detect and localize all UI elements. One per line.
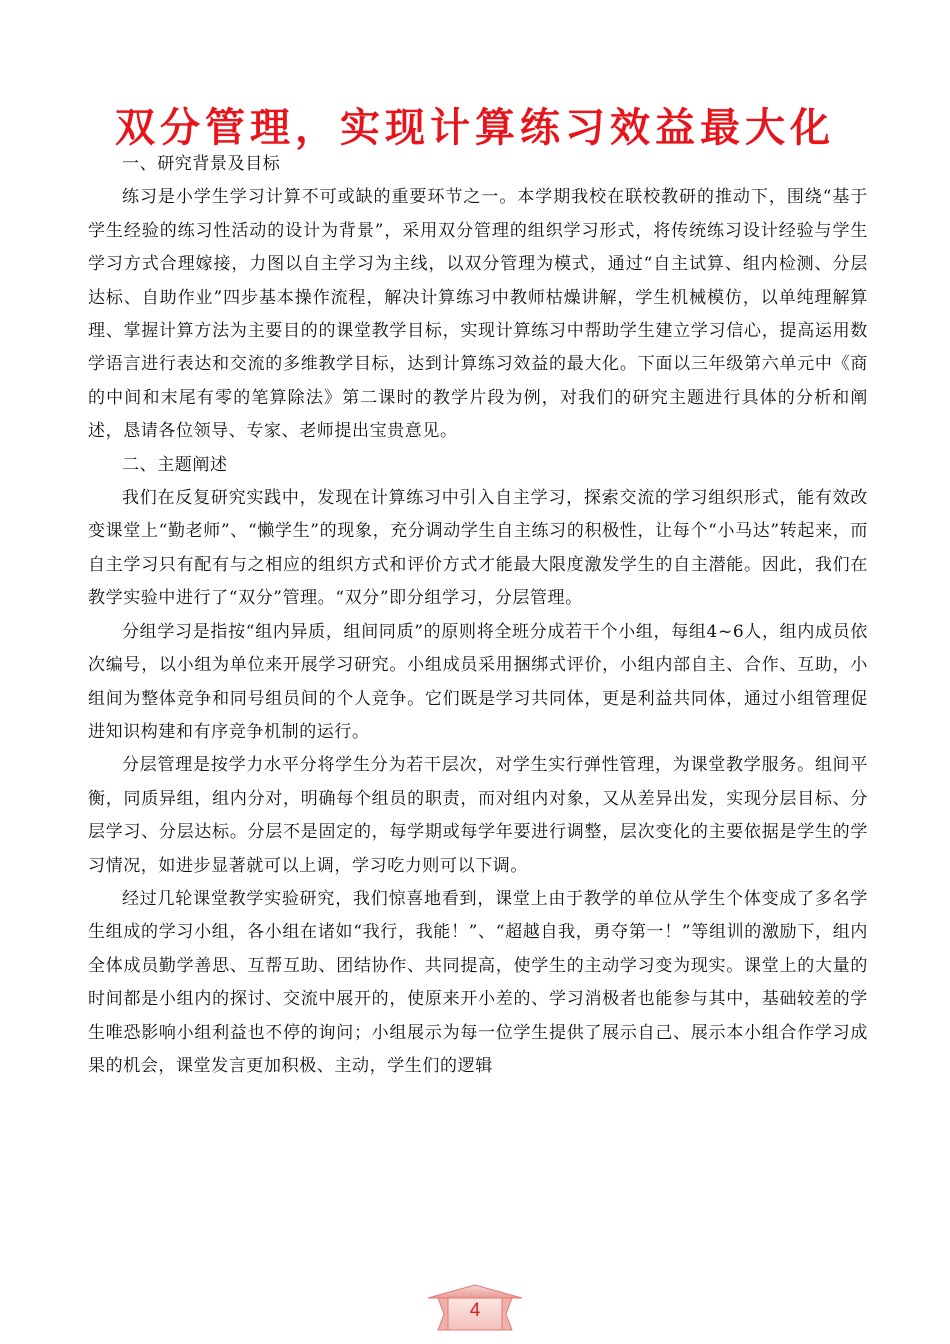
page-number-badge	[420, 1284, 530, 1332]
section-heading-theme: 二、主题阐述	[122, 454, 228, 475]
paragraph-theme-intro: 我们在反复研究实践中，发现在计算练习中引入自主学习，探索交流的学习组织形式，能有效改变课堂上“勤老师”、“懒学生”的现象，充分调动学生自主练习的积极性，让每个“小马达”转起来，而自主学习只有配有与之相应的组织方式和评价方式才能最大限度激发学生的自主潜能。因此，我们在教学实验中进行了“双分”管理。“双分”即分组学习，分层管理。	[88, 488, 868, 609]
paragraph-group-learning: 分组学习是指按“组内异质，组间同质”的原则将全班分成若干个小组，每组4~6人，组内成员依次编号，以小组为单位来开展学习研究。小组成员采用捆绑式评价，小组内部自主、合作、互助，小组间为整体竞争和同号组员间的个人竞争。它们既是学习共同体，更是利益共同体，通过小组管理促进知识构建和有序竞争机制的运行。	[88, 621, 868, 742]
paragraph-background: 练习是小学生学习计算不可或缺的重要环节之一。本学期我校在联校教研的推动下，围绕“基于学生经验的练习性活动的设计为背景”，采用双分管理的组织学习形式，将传统练习设计经验与学生学习方式合理嫁接，力图以自主学习为主线，以双分管理为模式，通过“自主试算、组内检测、分层达标、自助作业”四步基本操作流程，解决计算练习中教师枯燥讲解，学生机械模仿，以单纯理解算理、掌握计算方法为主要目的的课堂教学目标，实现计算练习中帮助学生建立学习信心，提高运用数学语言进行表达和交流的多维教学目标，达到计算练习效益的最大化。下面以三年级第六单元中《商的中间和末尾有零的笔算除法》第二课时的教学片段为例，对我们的研究主题进行具体的分析和阐述，恳请各位领导、专家、老师提出宝贵意见。	[88, 187, 868, 442]
document-title: 双分管理，实现计算练习效益最大化	[115, 105, 835, 151]
page-number: 4	[469, 1300, 481, 1321]
document-body	[88, 148, 868, 1083]
paragraph-layered-management: 分层管理是按学力水平分将学生分为若干层次，对学生实行弹性管理，为课堂教学服务。组间平衡，同质异组，组内分对，明确每个组员的职责，而对组内对象，又从差异出发，实现分层目标、分层学习、分层达标。分层不是固定的，每学期或每学年要进行调整，层次变化的主要依据是学生的学习情况，如进步显著就可以上调，学习吃力则可以下调。	[88, 755, 868, 876]
section-heading-background: 一、研究背景及目标	[122, 154, 281, 174]
paragraph-results: 经过几轮课堂教学实验研究，我们惊喜地看到，课堂上由于教学的单位从学生个体变成了多名学生组成的学习小组，各小组在诸如“我行，我能！”、“超越自我，勇夺第一！”等组训的激励下，组内全体成员勤学善思、互帮互助、团结协作、共同提高，使学生的主动学习变为现实。课堂上的大量的时间都是小组内的探讨、交流中展开的，使原来开小差的、学习消极者也能参与其中，基础较差的学生唯恐影响小组利益也不停的询问；小组展示为每一位学生提供了展示自己、展示本小组合作学习成果的机会，课堂发言更加积极、主动，学生们的逻辑	[88, 888, 868, 1076]
